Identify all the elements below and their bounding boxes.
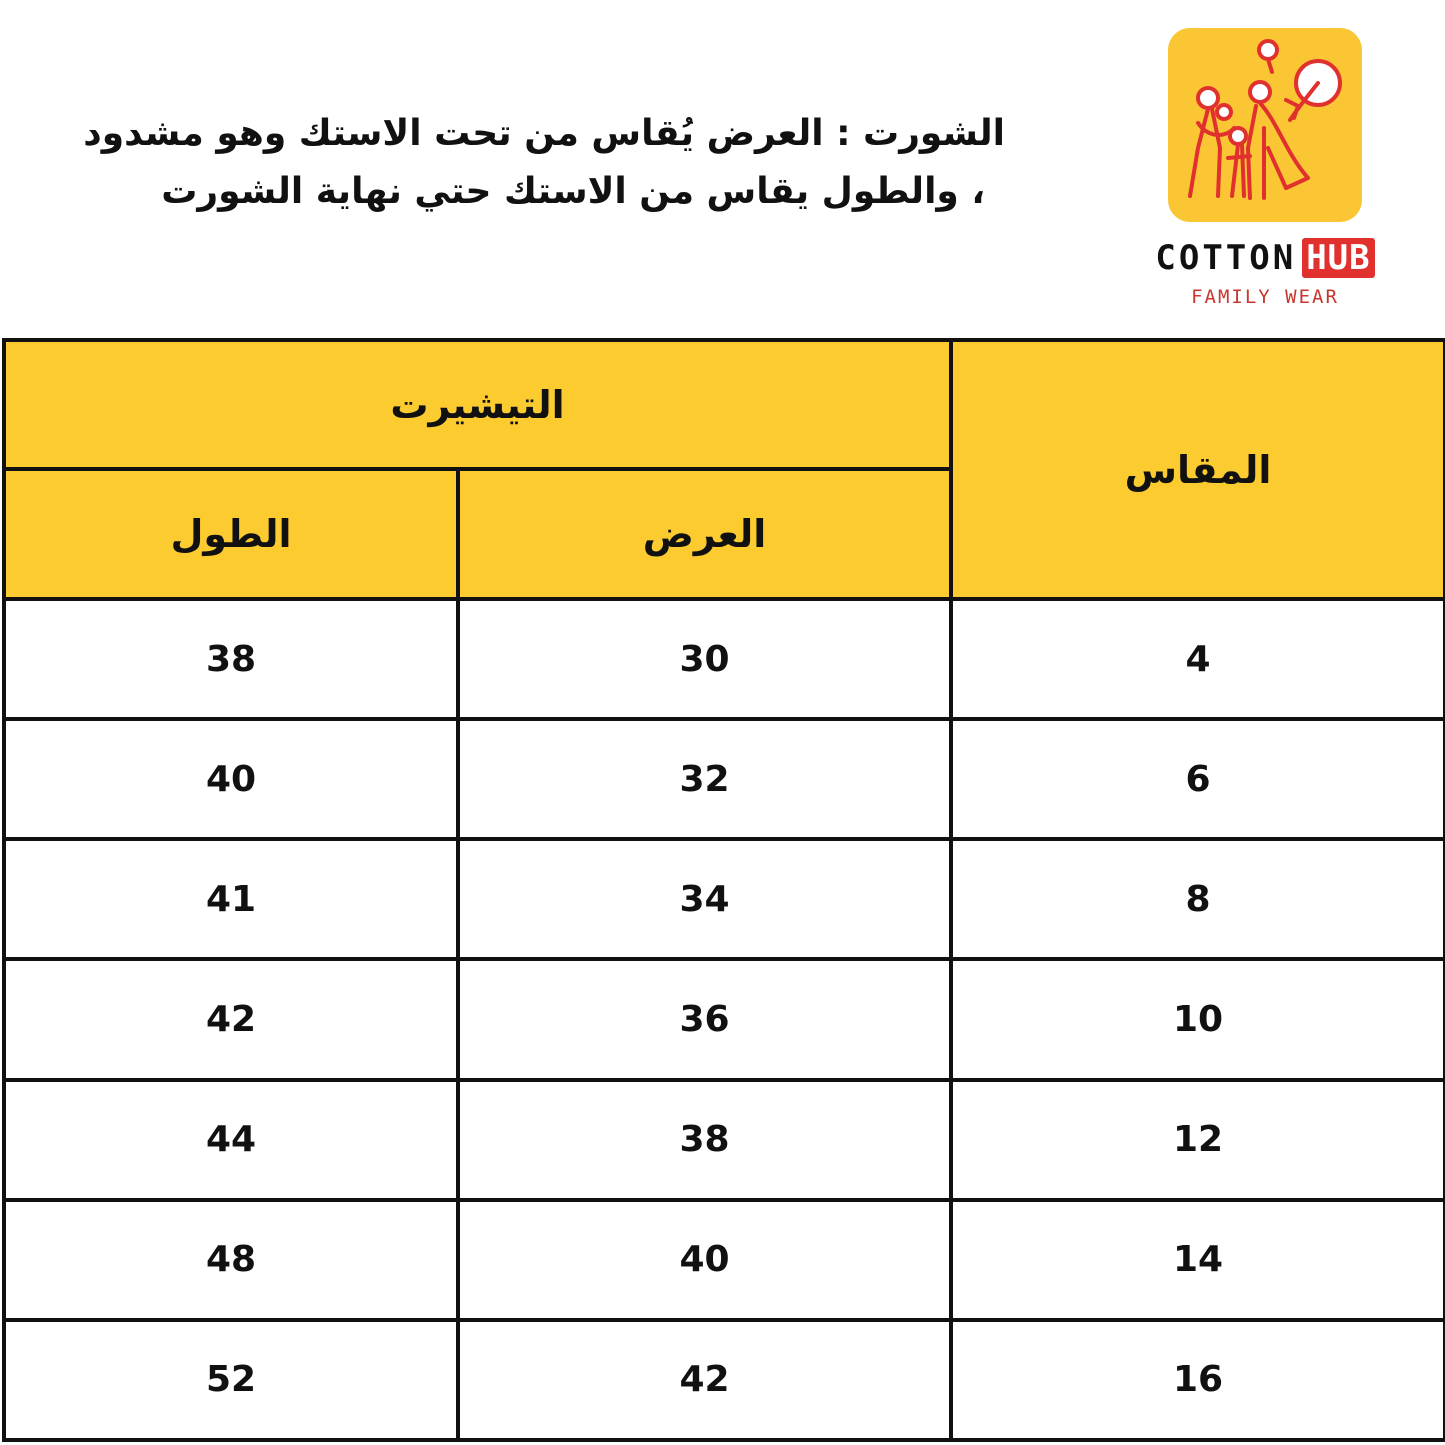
cell-width: 30 (458, 599, 951, 719)
cell-width: 34 (458, 839, 951, 959)
cell-size: 14 (951, 1200, 1445, 1320)
cell-length: 38 (4, 599, 458, 719)
header-size: المقاس (951, 340, 1445, 599)
cell-size: 10 (951, 959, 1445, 1079)
cell-width: 38 (458, 1080, 951, 1200)
table-row (4, 599, 1445, 719)
table-row (4, 959, 1445, 1079)
table-row (4, 1200, 1445, 1320)
cell-length: 42 (4, 959, 458, 1079)
brand-highlight: HUB (1302, 238, 1374, 278)
header-width: العرض (458, 469, 951, 599)
cotton-hub-logo (1140, 28, 1390, 318)
cell-length: 41 (4, 839, 458, 959)
cell-size: 12 (951, 1080, 1445, 1200)
family-cotton-icon (1168, 28, 1362, 222)
measurement-note (20, 105, 1005, 221)
table-row (4, 1320, 1445, 1440)
size-chart-table (2, 338, 1445, 1442)
cell-length: 52 (4, 1320, 458, 1440)
brand-name (1140, 238, 1390, 278)
brand-tagline: FAMILY WEAR (1191, 286, 1339, 308)
cell-length: 48 (4, 1200, 458, 1320)
header-length: الطول (4, 469, 458, 599)
note-line-2: ، والطول يقاس من الاستك حتي نهاية الشورت (161, 171, 985, 212)
note-line-1: الشورت : العرض يُقاس من تحت الاستك وهو مشدود (83, 113, 1005, 154)
cell-length: 40 (4, 719, 458, 839)
cell-width: 32 (458, 719, 951, 839)
cell-width: 36 (458, 959, 951, 1079)
cell-size: 6 (951, 719, 1445, 839)
header-tshirt: التيشيرت (4, 340, 951, 469)
cell-size: 16 (951, 1320, 1445, 1440)
table-row (4, 1080, 1445, 1200)
cell-length: 44 (4, 1080, 458, 1200)
table-row (4, 719, 1445, 839)
cell-width: 42 (458, 1320, 951, 1440)
table-row (4, 839, 1445, 959)
brand-word: COTTON (1155, 238, 1297, 278)
logo-badge (1168, 28, 1362, 222)
cell-size: 8 (951, 839, 1445, 959)
cell-width: 40 (458, 1200, 951, 1320)
cell-size: 4 (951, 599, 1445, 719)
